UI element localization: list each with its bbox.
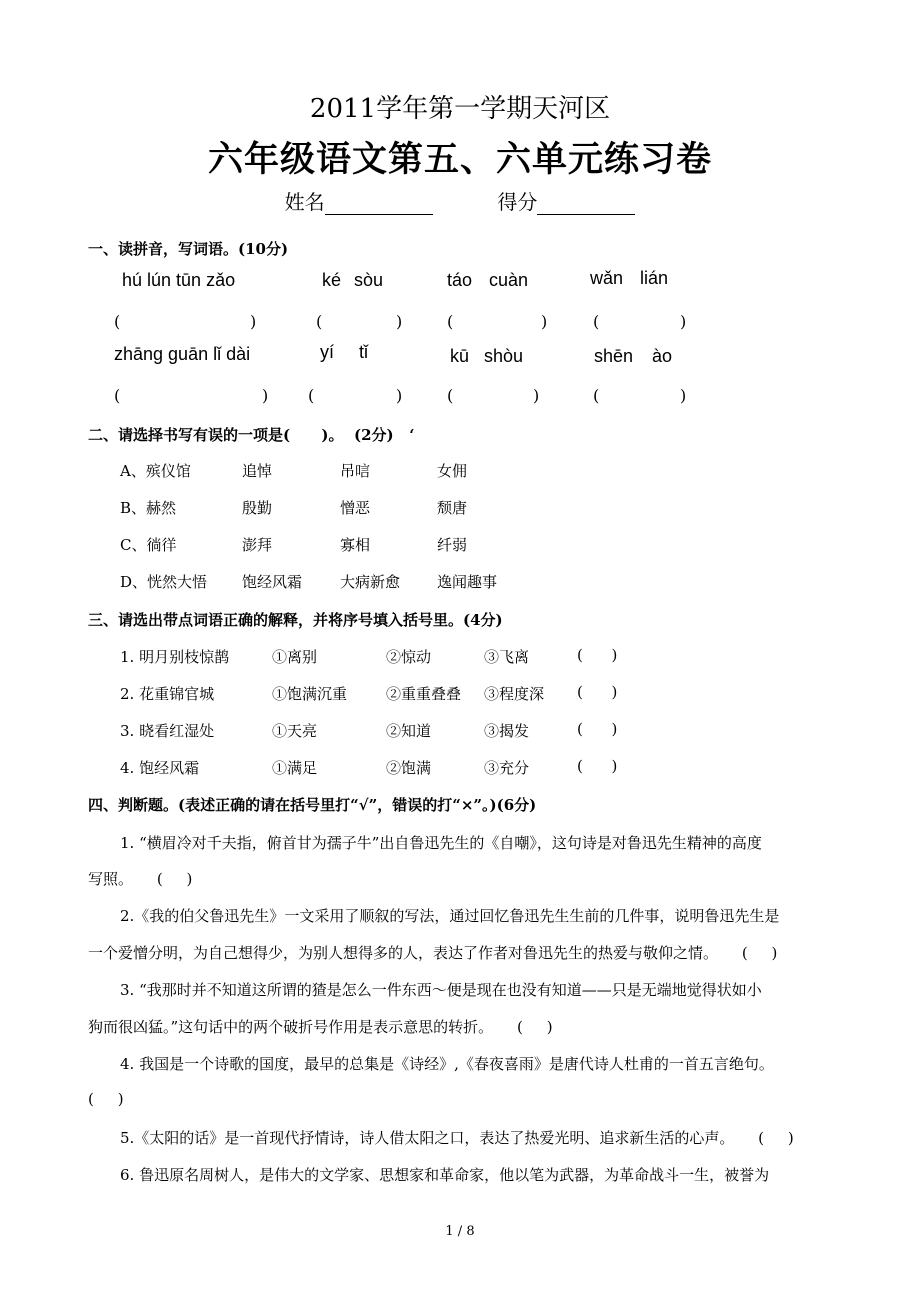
- q3-item-2-choice-1: ①饱满沉重: [272, 685, 348, 703]
- q3-item-2: 2. 花重锦官城: [120, 685, 215, 703]
- q3-item-3-choice-3: ③揭发: [484, 722, 530, 740]
- q3-item-4-choice-1: ①满足: [272, 759, 318, 777]
- judge-4-line-1: 4. 我国是一个诗歌的国度，最早的总集是《诗经》,《春夜喜雨》是唐代诗人杜甫的一首五言绝句。: [120, 1055, 774, 1073]
- judge-3-line-1: 3. “我那时并不知道这所谓的猹是怎么一件东西～便是现在也没有知道——只是无端地觉得状如小: [120, 981, 762, 999]
- q3-item-3-answer[interactable]: ( ): [577, 720, 618, 738]
- option-d: D、恍然大悟: [120, 573, 208, 591]
- paren-open-2: (: [316, 312, 323, 331]
- q3-item-1-choice-1: ①离别: [272, 648, 318, 666]
- option-b: B、赫然: [120, 499, 177, 517]
- paren-close-7: ): [533, 386, 540, 405]
- option-a: A、殡仪馆: [120, 462, 191, 480]
- q3-item-1-choice-2: ②惊动: [386, 648, 432, 666]
- q3-item-1-choice-3: ③飞离: [484, 648, 530, 666]
- paren-open-8: (: [593, 386, 600, 405]
- pinyin-2: ké sòu: [322, 270, 384, 290]
- option-c-word-2: 澎拜: [242, 536, 273, 554]
- pinyin-4: wǎn lián: [590, 268, 669, 288]
- paren-open-1: (: [114, 312, 121, 331]
- option-a-word-2: 追悼: [242, 462, 273, 480]
- judge-1-line-1: 1. “横眉冷对千夫指，俯首甘为孺子牛”出自鲁迅先生的《自嘲》，这句诗是对鲁迅先生精神的高度: [120, 834, 762, 852]
- pinyin-1: hú lún tūn zǎo: [122, 270, 236, 290]
- judge-1-line-2: 写照。 ( ): [88, 870, 193, 888]
- option-b-word-4: 颓唐: [437, 499, 468, 517]
- paren-close-4: ): [680, 312, 687, 331]
- option-c: C、徜徉: [120, 536, 177, 554]
- option-d-word-2: 饱经风霜: [242, 573, 303, 591]
- pinyin-8: shēn ào: [594, 346, 673, 366]
- q3-item-4-choice-3: ③充分: [484, 759, 530, 777]
- option-b-word-2: 殷勤: [242, 499, 273, 517]
- q3-item-2-choice-3: ③程度深: [484, 685, 545, 703]
- judge-3-line-2: 狗而很凶猛。”这句话中的两个破折号作用是表示意思的转折。 ( ): [88, 1018, 553, 1036]
- paren-open-7: (: [447, 386, 454, 405]
- pinyin-6: yí tǐ: [320, 342, 369, 362]
- option-c-word-3: 寡相: [340, 536, 371, 554]
- paren-open-6: (: [308, 386, 315, 405]
- name-blank[interactable]: [325, 194, 433, 215]
- q3-item-4: 4. 饱经风霜: [120, 759, 200, 777]
- q3-item-2-answer[interactable]: ( ): [577, 683, 618, 701]
- judge-5-line-1: 5.《太阳的话》是一首现代抒情诗，诗人借太阳之口，表达了热爱光明、追求新生活的心声。 ( ): [120, 1129, 794, 1147]
- paren-close-2: ): [396, 312, 403, 331]
- q3-item-1-answer[interactable]: ( ): [577, 646, 618, 664]
- exam-subtitle: 2011学年第一学期天河区: [309, 94, 611, 124]
- paren-close-5: ): [262, 386, 269, 405]
- judge-4-line-2: ( ): [88, 1090, 124, 1108]
- option-d-word-4: 逸闻趣事: [437, 573, 498, 591]
- option-c-word-4: 纤弱: [437, 536, 468, 554]
- option-b-word-3: 憎恶: [340, 499, 371, 517]
- name-score-bar: [0, 186, 920, 215]
- paren-close-8: ): [680, 386, 687, 405]
- pinyin-7: kū shòu: [450, 346, 524, 366]
- pinyin-3: táo cuàn: [447, 270, 529, 290]
- section1-heading: 一、读拼音，写词语。(10分): [88, 240, 289, 258]
- paren-close-3: ): [541, 312, 548, 331]
- paren-open-5: (: [114, 386, 121, 405]
- section3-heading: 三、请选出带点词语正确的解释，并将序号填入括号里。(4分): [88, 611, 503, 629]
- option-d-word-3: 大病新愈: [340, 573, 401, 591]
- name-label: 姓名: [284, 190, 325, 214]
- paren-close-6: ): [396, 386, 403, 405]
- q3-item-4-answer[interactable]: ( ): [577, 757, 618, 775]
- score-label: 得分: [497, 190, 538, 214]
- option-a-word-3: 吊唁: [340, 462, 371, 480]
- q3-item-3: 3. 晓看红湿处: [120, 722, 215, 740]
- q3-item-3-choice-2: ②知道: [386, 722, 432, 740]
- q3-item-3-choice-1: ①天亮: [272, 722, 318, 740]
- paren-close-1: ): [250, 312, 257, 331]
- judge-2-line-2: 一个爱憎分明，为自己想得少，为别人想得多的人，表达了作者对鲁迅先生的热爱与敬仰之情。 ( ): [88, 944, 778, 962]
- section4-heading: 四、判断题。(表述正确的请在括号里打“√”，错误的打“×”。)(6分): [88, 796, 537, 814]
- score-blank[interactable]: [537, 194, 635, 215]
- section2-heading: 二、请选择书写有误的一项是( )。 (2分) ‘: [88, 426, 415, 444]
- exam-title: 六年级语文第五、六单元练习卷: [207, 139, 712, 180]
- paren-open-3: (: [447, 312, 454, 331]
- q3-item-4-choice-2: ②饱满: [386, 759, 432, 777]
- paren-open-4: (: [593, 312, 600, 331]
- page-number: 1 / 8: [445, 1224, 475, 1239]
- judge-2-line-1: 2.《我的伯父鲁迅先生》一文采用了顺叙的写法，通过回忆鲁迅先生生前的几件事，说明鲁迅先生是: [120, 907, 780, 925]
- judge-6-line-1: 6. 鲁迅原名周树人，是伟大的文学家、思想家和革命家，他以笔为武器，为革命战斗一生，被誉为: [120, 1166, 770, 1184]
- q3-item-1: 1. 明月别枝惊鹊: [120, 648, 230, 666]
- pinyin-5: zhāng guān lǐ dài: [114, 344, 251, 364]
- q3-item-2-choice-2: ②重重叠叠: [386, 685, 462, 703]
- option-a-word-4: 女佣: [437, 462, 468, 480]
